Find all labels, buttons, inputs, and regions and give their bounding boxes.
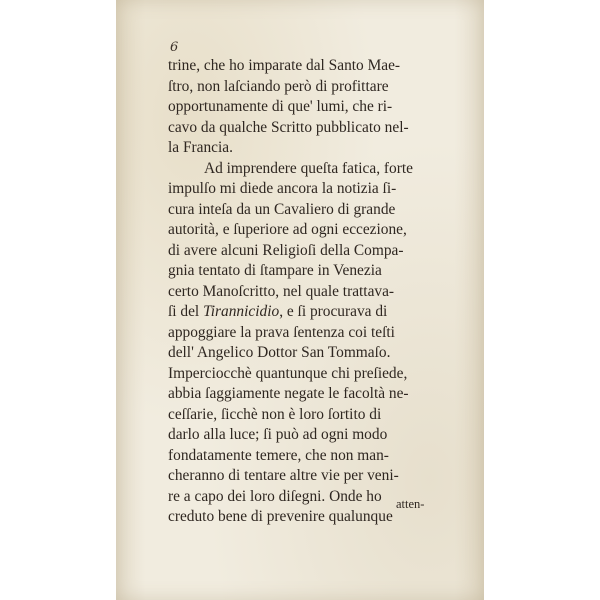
text-line: abbia ſaggiamente negate le facoltà ne- — [168, 385, 409, 402]
text-fragment: , e ſi procurava di — [279, 303, 388, 320]
text-line: creduto bene di prevenire qualunque — [168, 508, 393, 525]
text-line: certo Manoſcritto, nel quale trattava- — [168, 282, 395, 300]
text-fragment: ſi del — [168, 303, 204, 320]
text-line: trine, che ho imparate dal Santo Mae- — [168, 57, 401, 74]
text-line — [168, 302, 436, 323]
text-line: cura inteſa da un Cavaliero di grande — [168, 200, 396, 218]
page-number: 6 — [170, 40, 179, 55]
text-line: opportunamente di que' lumi, che ri- — [168, 98, 393, 115]
text-line: re a capo dei loro diſegni. Onde ho — [168, 487, 382, 505]
text-line: cheranno di tentare altre vie per veni- — [168, 467, 399, 484]
paragraph-start-line: Ad imprendere queſta fatica, forte — [204, 159, 413, 177]
text-line: appoggiare la prava ſentenza coi teſti — [168, 323, 395, 341]
text-line: la Francia. — [168, 139, 233, 156]
text-line: autorità, e ſuperiore ad ogni eccezione, — [168, 221, 407, 238]
text-line: impulſo mi diede ancora la notizia ſi- — [168, 180, 397, 197]
text-line: ceſſarie, ſicchè non è loro ſortito di — [168, 405, 382, 423]
text-line: cavo da qualche Scritto pubblicato nel- — [168, 118, 409, 136]
text-line: darlo alla luce; ſi può ad ogni modo — [168, 426, 388, 443]
text-line: di avere alcuni Religioſi della Compa- — [168, 241, 404, 259]
italic-term: Tirannicidio — [203, 303, 280, 320]
body-text — [168, 56, 436, 528]
text-line: Imperciocchè quantunque chi preſiede, — [168, 364, 408, 382]
text-line: gnia tentato di ſtampare in Venezia — [168, 262, 382, 279]
text-line: dell' Angelico Dottor San Tommaſo. — [168, 344, 391, 361]
catchword: atten- — [396, 497, 425, 511]
text-line: ſtro, non laſciando però di profittare — [168, 77, 389, 95]
text-line: fondatamente temere, che non man- — [168, 446, 389, 464]
